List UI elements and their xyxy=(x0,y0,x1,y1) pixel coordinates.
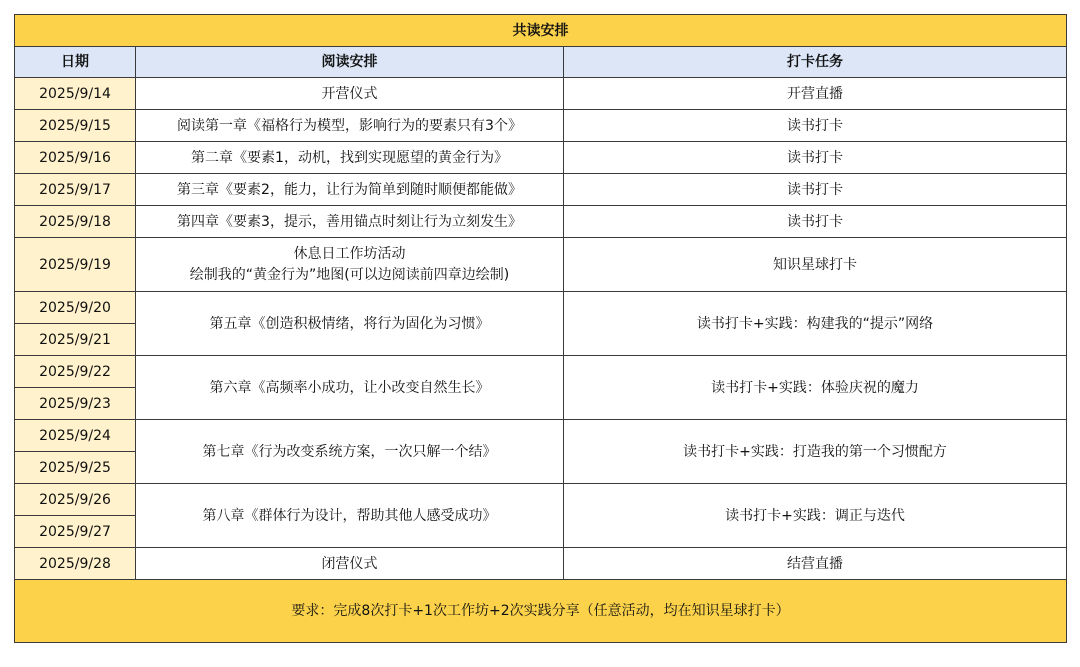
header-task: 打卡任务 xyxy=(564,47,1067,78)
header-date: 日期 xyxy=(15,47,136,78)
date-cell: 2025/9/15 xyxy=(15,110,136,142)
header-row xyxy=(15,47,1067,78)
task-cell: 开营直播 xyxy=(564,78,1067,110)
date-cell: 2025/9/19 xyxy=(15,238,136,292)
task-cell: 结营直播 xyxy=(564,548,1067,580)
reading-cell: 第三章《要素2，能力，让行为简单到随时顺便都能做》 xyxy=(136,174,564,206)
date-cell: 2025/9/23 xyxy=(15,388,136,420)
date-cell: 2025/9/27 xyxy=(15,516,136,548)
reading-cell: 阅读第一章《福格行为模型，影响行为的要素只有3个》 xyxy=(136,110,564,142)
table-row xyxy=(15,548,1067,580)
reading-line-2: 绘制我的“黄金行为”地图(可以边阅读前四章边绘制) xyxy=(189,266,510,283)
date-cell: 2025/9/20 xyxy=(15,292,136,324)
table-row xyxy=(15,420,1067,452)
task-cell: 读书打卡+实践：体验庆祝的魔力 xyxy=(564,356,1067,420)
date-cell: 2025/9/25 xyxy=(15,452,136,484)
date-cell: 2025/9/18 xyxy=(15,206,136,238)
table-row xyxy=(15,78,1067,110)
task-cell: 读书打卡 xyxy=(564,174,1067,206)
schedule-sheet xyxy=(14,14,1066,643)
reading-cell: 第六章《高频率小成功，让小改变自然生长》 xyxy=(136,356,564,420)
header-reading: 阅读安排 xyxy=(136,47,564,78)
reading-cell xyxy=(136,238,564,292)
date-cell: 2025/9/28 xyxy=(15,548,136,580)
date-cell: 2025/9/26 xyxy=(15,484,136,516)
reading-cell: 第七章《行为改变系统方案，一次只解一个结》 xyxy=(136,420,564,484)
date-cell: 2025/9/24 xyxy=(15,420,136,452)
date-cell: 2025/9/17 xyxy=(15,174,136,206)
date-cell: 2025/9/22 xyxy=(15,356,136,388)
table-row xyxy=(15,206,1067,238)
footer-row xyxy=(15,580,1067,643)
date-cell: 2025/9/14 xyxy=(15,78,136,110)
table-row xyxy=(15,484,1067,516)
title-row xyxy=(15,15,1067,47)
task-cell: 读书打卡 xyxy=(564,110,1067,142)
task-cell: 读书打卡 xyxy=(564,142,1067,174)
date-cell: 2025/9/21 xyxy=(15,324,136,356)
table-row xyxy=(15,238,1067,292)
task-cell: 读书打卡+实践：构建我的“提示”网络 xyxy=(564,292,1067,356)
task-cell: 知识星球打卡 xyxy=(564,238,1067,292)
table-row xyxy=(15,110,1067,142)
reading-cell: 第四章《要素3，提示，善用锚点时刻让行为立刻发生》 xyxy=(136,206,564,238)
reading-cell: 第二章《要素1，动机，找到实现愿望的黄金行为》 xyxy=(136,142,564,174)
task-cell: 读书打卡 xyxy=(564,206,1067,238)
reading-line-1: 休息日工作坊活动 xyxy=(293,245,406,262)
reading-cell: 第八章《群体行为设计，帮助其他人感受成功》 xyxy=(136,484,564,548)
task-cell: 读书打卡+实践：打造我的第一个习惯配方 xyxy=(564,420,1067,484)
reading-cell: 闭营仪式 xyxy=(136,548,564,580)
table-row xyxy=(15,142,1067,174)
table-row xyxy=(15,174,1067,206)
reading-cell: 开营仪式 xyxy=(136,78,564,110)
table-title: 共读安排 xyxy=(15,15,1067,47)
table-row xyxy=(15,292,1067,324)
task-cell: 读书打卡+实践：调正与迭代 xyxy=(564,484,1067,548)
table-row xyxy=(15,356,1067,388)
date-cell: 2025/9/16 xyxy=(15,142,136,174)
requirements-note: 要求：完成8次打卡+1次工作坊+2次实践分享（任意活动，均在知识星球打卡） xyxy=(15,580,1067,643)
reading-cell: 第五章《创造积极情绪，将行为固化为习惯》 xyxy=(136,292,564,356)
schedule-table xyxy=(14,14,1067,643)
